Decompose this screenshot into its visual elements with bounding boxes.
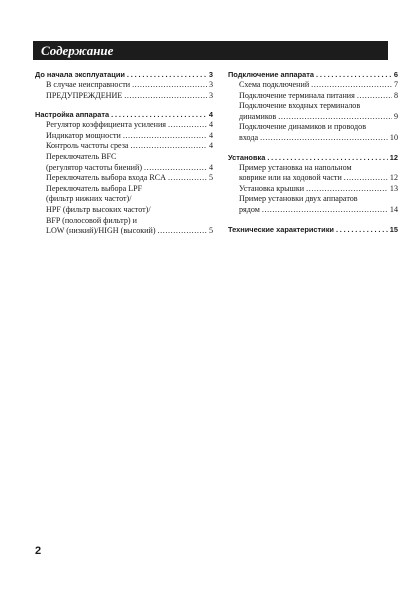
entry-page-number: 4	[208, 141, 213, 151]
toc-entry	[228, 91, 398, 102]
entry-page-number: 14	[389, 204, 398, 214]
entry-page-number: 12	[389, 173, 398, 183]
toc-entry-line: Пример установка на напольном	[239, 162, 352, 172]
toc-entry-line: HPF (фильтр высоких частот)/	[46, 204, 151, 214]
section-title: До начала эксплуатации	[35, 70, 125, 79]
dot-leader	[131, 141, 207, 152]
dot-leader	[344, 173, 388, 184]
toc-left-column	[35, 69, 213, 245]
toc-section	[228, 152, 398, 216]
section-title: Технические характеристики	[228, 224, 334, 234]
entry-page-number: 13	[389, 183, 398, 193]
dot-leader	[132, 80, 207, 91]
toc-entry-line: (фильтр нижних частот)/	[46, 194, 132, 204]
toc-section	[35, 109, 213, 237]
toc-entry	[35, 173, 213, 184]
dot-leader	[111, 109, 207, 120]
toc-entry	[35, 226, 213, 237]
toc-entry	[35, 91, 213, 102]
toc-entry-line: Пример установки двух аппаратов	[239, 194, 358, 204]
toc-entry-line: BFP (полосовой фильтр) и	[46, 215, 137, 225]
entry-title: LOW (низкий)/HIGH (высокий)	[46, 226, 156, 236]
dot-leader	[278, 112, 392, 123]
section-page-number: 3	[208, 70, 213, 79]
entry-title: Схема подключений	[239, 80, 310, 89]
dot-leader	[158, 226, 207, 237]
entry-title: ПРЕДУПРЕЖДЕНИЕ	[46, 90, 123, 100]
dot-leader	[123, 131, 207, 142]
toc-section	[228, 224, 398, 235]
toc-section	[228, 69, 398, 144]
entry-page-number: 7	[393, 80, 398, 89]
toc-entry	[228, 80, 398, 91]
dot-leader	[168, 173, 207, 184]
entry-page-number: 3	[208, 90, 213, 100]
dot-leader	[336, 224, 388, 235]
toc-right-column	[228, 69, 398, 243]
entry-title: динамиков	[239, 111, 277, 121]
toc-entry	[228, 112, 398, 123]
section-title: Настройка аппарата	[35, 110, 110, 120]
section-page-number: 4	[208, 110, 213, 120]
entry-title: В случае неисправности	[46, 80, 131, 89]
toc-entry	[228, 133, 398, 144]
toc-entry	[228, 173, 398, 184]
toc-section-heading	[228, 69, 398, 80]
section-page-number: 12	[389, 152, 398, 162]
toc-section-heading	[35, 109, 213, 120]
dot-leader	[311, 80, 392, 91]
toc-entry-line: Переключатель BFC	[46, 151, 117, 161]
toc-entry-line: Переключатель выбора LPF	[46, 183, 143, 193]
dot-leader	[357, 91, 392, 102]
dot-leader	[144, 163, 207, 174]
section-page-number: 15	[389, 224, 398, 234]
entry-title: Подключение терминала питания	[239, 90, 355, 100]
toc-entry	[35, 163, 213, 174]
toc-entry	[228, 205, 398, 216]
entry-page-number: 8	[393, 90, 398, 100]
dot-leader	[267, 152, 387, 163]
entry-title: Установка крышки	[239, 183, 305, 193]
dot-leader	[260, 133, 388, 144]
toc-entry	[35, 141, 213, 152]
toc-entry	[35, 120, 213, 131]
toc-entry-line: Подключение входных терминалов	[239, 101, 361, 111]
dot-leader	[316, 69, 392, 80]
entry-page-number: 3	[208, 80, 213, 89]
dot-leader	[306, 184, 388, 195]
toc-entry	[35, 131, 213, 142]
entry-title: Контроль частоты среза	[46, 141, 129, 151]
entry-title: Индикатор мощности	[46, 130, 121, 140]
entry-title: (регулятор частоты биений)	[46, 162, 143, 172]
dot-leader	[262, 205, 388, 216]
toc-entry	[228, 184, 398, 195]
dot-leader	[168, 120, 207, 131]
section-title: Установка	[228, 152, 266, 162]
entry-page-number: 4	[208, 130, 213, 140]
entry-page-number: 4	[208, 120, 213, 130]
toc-title: Содержание	[41, 43, 114, 58]
entry-title: входа	[239, 132, 259, 142]
toc-entry	[35, 80, 213, 91]
entry-title: коврике или на ходовой части	[239, 173, 342, 183]
entry-title: рядом	[239, 204, 260, 214]
toc-section-heading	[228, 224, 398, 235]
toc-entry-line: Подключение динамиков и проводов	[239, 122, 367, 132]
toc-section-heading	[228, 152, 398, 163]
entry-page-number: 5	[208, 226, 213, 236]
entry-page-number: 9	[393, 111, 398, 121]
dot-leader	[127, 69, 207, 80]
toc-header-bar	[33, 41, 388, 60]
entry-title: Регулятор коэффициента усиления	[46, 120, 166, 130]
section-page-number: 6	[393, 70, 398, 79]
entry-page-number: 5	[208, 173, 213, 183]
page-number: 2	[35, 545, 42, 557]
entry-page-number: 4	[208, 162, 213, 172]
section-title: Подключение аппарата	[228, 70, 315, 79]
entry-title: Переключатель выбора входа RCA	[46, 173, 166, 183]
toc-section	[35, 69, 213, 101]
dot-leader	[124, 91, 207, 102]
toc-section-heading	[35, 69, 213, 80]
entry-page-number: 10	[389, 132, 398, 142]
